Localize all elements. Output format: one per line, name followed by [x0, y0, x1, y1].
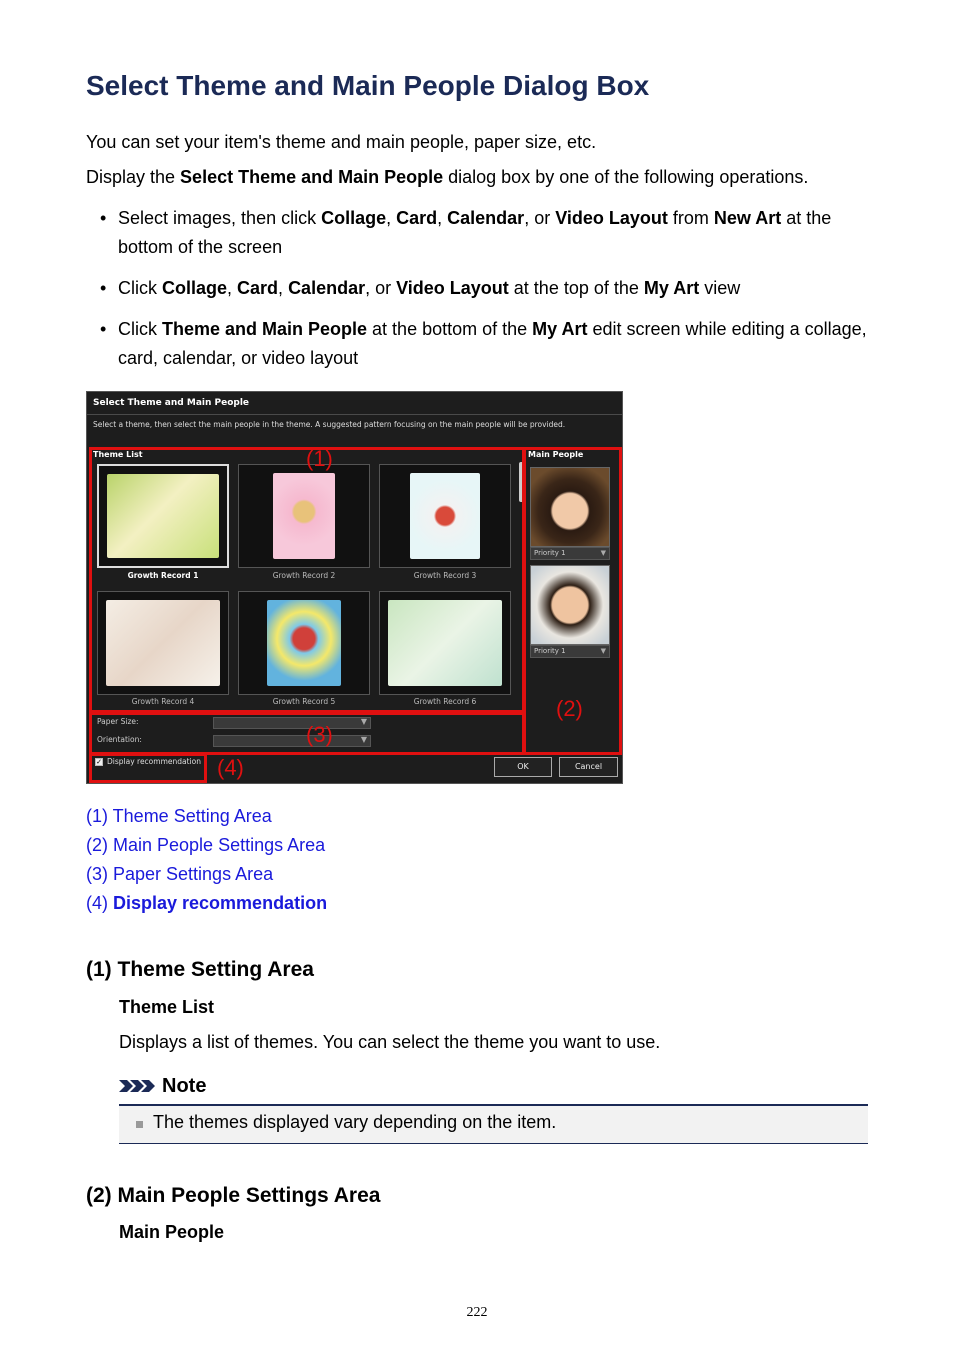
operation-text: Select images, then click: [118, 208, 322, 228]
note-label: Note: [162, 1075, 207, 1097]
link-main-people-settings-area[interactable]: (2) Main People Settings Area: [86, 835, 326, 855]
operation-keyword: My Art: [532, 319, 588, 339]
operation-keyword: Calendar: [447, 208, 525, 228]
theme-list-description: Displays a list of themes. You can select the theme you want to use.: [119, 1032, 661, 1052]
operation-text: Click: [118, 319, 162, 339]
dialog-description: Select a theme, then select the main people in the theme. A suggested pattern focusing on the main people will be provided.: [93, 420, 566, 429]
intro-line-2: Display the Select Theme and Main People dialog box by one of the following operations.: [86, 167, 809, 187]
operation-text: view: [699, 278, 741, 298]
operation-keyword: My Art: [643, 278, 700, 298]
chevron-down-icon: ▼: [360, 735, 367, 744]
priority-value-1: Priority 1: [534, 549, 566, 557]
dialog-screenshot: [86, 391, 623, 784]
callout-label-1: (1): [306, 446, 333, 471]
operation-item: [100, 315, 880, 373]
display-recommendation-label: Display recommendation: [107, 757, 201, 766]
operations-list: [100, 204, 880, 385]
page-title: Select Theme and Main People Dialog Box: [86, 70, 650, 101]
link-display-recommendation[interactable]: [86, 889, 327, 918]
priority-value-2: Priority 1: [534, 647, 566, 655]
operation-text: Click: [118, 278, 162, 298]
operation-text: ,: [437, 208, 448, 228]
operation-text: , or: [365, 278, 397, 298]
note-text: The themes displayed vary depending on the item.: [153, 1112, 557, 1132]
orientation-label: Orientation:: [97, 735, 142, 744]
operation-text: at the bottom of the screen: [118, 208, 832, 257]
ok-button[interactable]: OK: [494, 757, 552, 777]
operation-text: edit screen while editing a collage, card, calendar, or video layout: [118, 319, 867, 368]
operation-keyword: Collage: [162, 278, 228, 298]
callout-label-2: (2): [556, 696, 583, 721]
operation-text: at the bottom of the: [367, 319, 533, 339]
operation-keyword: Video Layout: [555, 208, 668, 228]
operation-item: [100, 274, 880, 303]
link-paper-settings-area[interactable]: (3) Paper Settings Area: [86, 864, 274, 884]
theme-caption-2: Growth Record 2: [272, 571, 336, 580]
theme-caption-5: Growth Record 5: [272, 697, 336, 706]
section-links: [86, 802, 327, 918]
operation-text: ,: [386, 208, 397, 228]
operation-text: , or: [524, 208, 556, 228]
operation-text: ,: [227, 278, 238, 298]
intro-line-1: You can set your item's theme and main people, paper size, etc.: [86, 132, 597, 152]
display-recommendation-checkbox[interactable]: ✓: [96, 758, 102, 766]
operation-keyword: Theme and Main People: [162, 319, 368, 339]
operation-text: at the top of the: [508, 278, 644, 298]
cancel-button[interactable]: Cancel: [559, 757, 618, 777]
operation-keyword: Video Layout: [396, 278, 509, 298]
chevron-down-icon: ▼: [360, 717, 367, 726]
theme-list-subheading: Theme List: [119, 997, 215, 1017]
section-2-heading: (2) Main People Settings Area: [86, 1184, 381, 1207]
operation-keyword: Collage: [321, 208, 387, 228]
operation-text: from: [667, 208, 714, 228]
link-4-bold: Display recommendation: [113, 893, 328, 913]
page-number: 222: [466, 1305, 488, 1320]
dialog-title: Select Theme and Main People: [93, 398, 250, 408]
paper-size-label: Paper Size:: [97, 717, 139, 726]
callout-box-display-recommendation: [89, 753, 207, 783]
chevron-down-icon: ▼: [600, 647, 606, 655]
section-1-heading: (1) Theme Setting Area: [86, 958, 314, 981]
callout-label-4: (4): [217, 755, 244, 780]
operation-item: [100, 204, 880, 262]
theme-caption-1: Growth Record 1: [127, 571, 199, 580]
main-people-label: Main People: [528, 450, 584, 459]
dialog-divider: [87, 414, 622, 415]
callout-label-3: (3): [306, 722, 333, 747]
operation-text: ,: [278, 278, 289, 298]
theme-caption-6: Growth Record 6: [413, 697, 477, 706]
operation-keyword: New Art: [713, 208, 782, 228]
note-arrows-icon: [119, 1078, 157, 1094]
theme-caption-4: Growth Record 4: [131, 697, 195, 706]
theme-caption-3: Growth Record 3: [413, 571, 477, 580]
operation-keyword: Calendar: [288, 278, 366, 298]
chevron-down-icon: ▼: [600, 549, 606, 557]
main-people-subheading: Main People: [119, 1222, 225, 1242]
operation-keyword: Card: [396, 208, 438, 228]
square-bullet-icon: [136, 1121, 143, 1128]
link-theme-setting-area[interactable]: (1) Theme Setting Area: [86, 806, 272, 826]
link-4-prefix: (4): [86, 893, 113, 913]
note-box: [119, 1106, 868, 1144]
operation-keyword: Card: [237, 278, 279, 298]
theme-list-label: Theme List: [93, 450, 143, 459]
callout-box-theme-area: [89, 447, 525, 713]
